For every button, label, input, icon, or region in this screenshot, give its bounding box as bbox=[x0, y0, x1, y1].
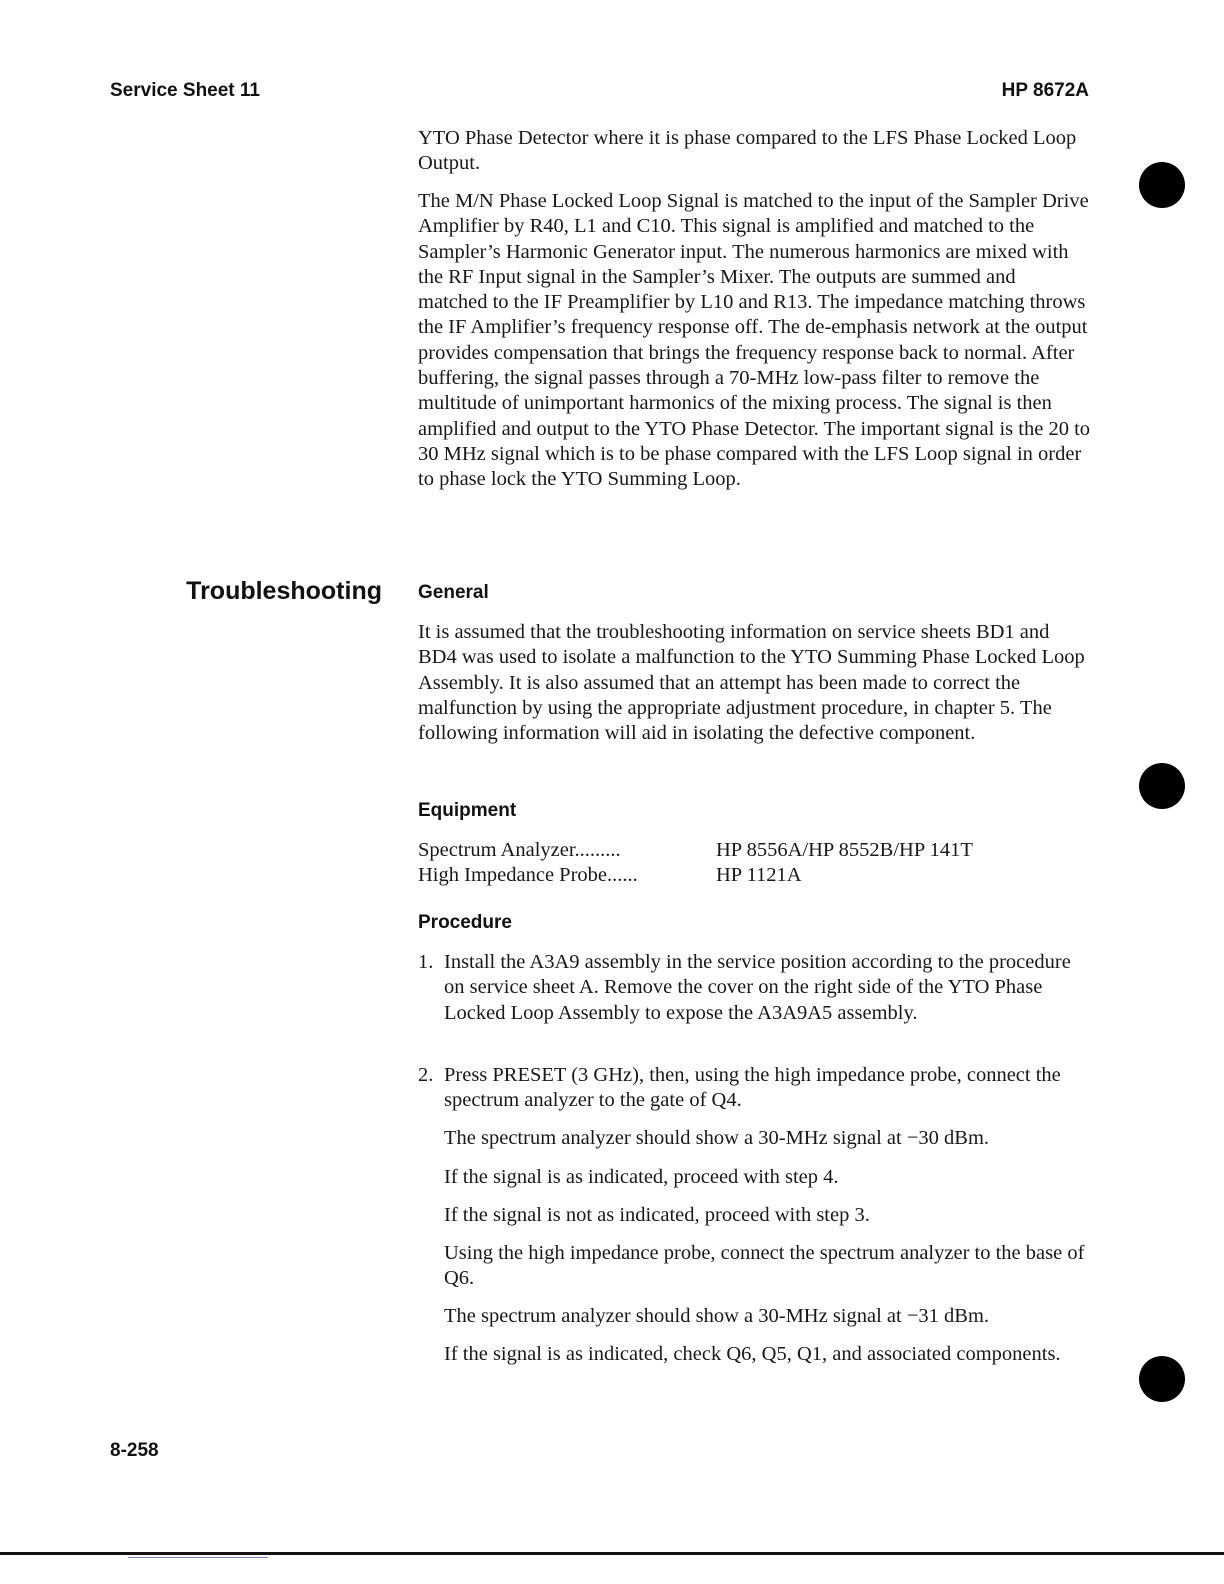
step-paragraph: The spectrum analyzer should show a 30-MHz signal at −30 dBm. bbox=[444, 1127, 990, 1149]
subheading-procedure: Procedure bbox=[418, 912, 512, 933]
section-title-troubleshooting: Troubleshooting bbox=[186, 577, 382, 605]
equipment-row bbox=[418, 838, 973, 863]
step-number: 1. bbox=[418, 951, 434, 973]
step-paragraph: If the signal is as indicated, check Q6, Q5, Q1, and associated components. bbox=[444, 1343, 1061, 1365]
step-text: Press PRESET (3 GHz), then, using the high impedance probe, connect the spectrum analyzer to the gate of Q4. bbox=[444, 1064, 1061, 1112]
procedure-step bbox=[418, 1063, 1090, 1114]
bottom-rule bbox=[0, 1552, 1224, 1555]
step-paragraph: If the signal is as indicated, proceed with step 4. bbox=[444, 1166, 839, 1188]
step-paragraph: The spectrum analyzer should show a 30-MHz signal at −31 dBm. bbox=[444, 1305, 990, 1327]
header-section-title: Service Sheet 11 bbox=[110, 80, 260, 101]
subheading-general: General bbox=[418, 582, 489, 603]
step-number: 2. bbox=[418, 1064, 434, 1086]
procedure-step bbox=[418, 950, 1090, 1026]
equipment-model: HP 8556A/HP 8552B/HP 141T bbox=[716, 839, 973, 861]
bottom-rule-mark bbox=[128, 1557, 268, 1558]
step-paragraph: If the signal is not as indicated, proceed with step 3. bbox=[444, 1204, 870, 1226]
body-paragraph: YTO Phase Detector where it is phase compared to the LFS Phase Locked Loop Output. bbox=[418, 127, 1077, 175]
equipment-model: HP 1121A bbox=[716, 864, 802, 886]
body-paragraph: The M/N Phase Locked Loop Signal is matched to the input of the Sampler Drive Amplifier by R40, L1 and C10. This signal is amplified and matched to the Sampler’s Harmonic Generator input. The numerous harmonics are mixed with the RF Input signal in the Sampler’s Mixer. The outputs are summed and matched to the IF Preamplifier by L10 and R13. The impedance matching throws the IF Amplifier’s frequency response off. The de-emphasis network at the output provides compensation that brings the frequency response back to normal. After buffering, the signal passes through a 70-MHz low-pass filter to remove the multitude of unimportant harmonics of the mixing process. The signal is then amplified and output to the YTO Phase Detector. The important signal is the 20 to 30 MHz signal which is to be phase compared with the LFS Loop signal in order to phase lock the YTO Summing Loop. bbox=[418, 190, 1091, 491]
binder-hole bbox=[1139, 763, 1185, 809]
binder-hole bbox=[1139, 162, 1185, 208]
header-model-number: HP 8672A bbox=[1001, 80, 1089, 101]
step-text: Install the A3A9 assembly in the service position according to the procedure on service sheet A. Remove the cover on the right side of the YTO Phase Locked Loop Assembly to expose the A3A9A5 assembly. bbox=[444, 951, 1071, 1024]
subheading-equipment: Equipment bbox=[418, 800, 517, 821]
equipment-name: High Impedance Probe...... bbox=[418, 864, 638, 886]
step-paragraph: Using the high impedance probe, connect the spectrum analyzer to the base of Q6. bbox=[444, 1242, 1085, 1290]
general-paragraph: It is assumed that the troubleshooting information on service sheets BD1 and BD4 was used to isolate a malfunction to the YTO Summing Phase Locked Loop Assembly. It is also assumed that an attempt has been made to correct the malfunction by using the appropriate adjustment procedure, in chapter 5. The following information will aid in isolating the defective component. bbox=[418, 621, 1085, 745]
equipment-name: Spectrum Analyzer......... bbox=[418, 839, 621, 861]
binder-hole bbox=[1139, 1356, 1185, 1402]
page-number: 8-258 bbox=[110, 1440, 159, 1461]
equipment-row bbox=[418, 863, 802, 888]
